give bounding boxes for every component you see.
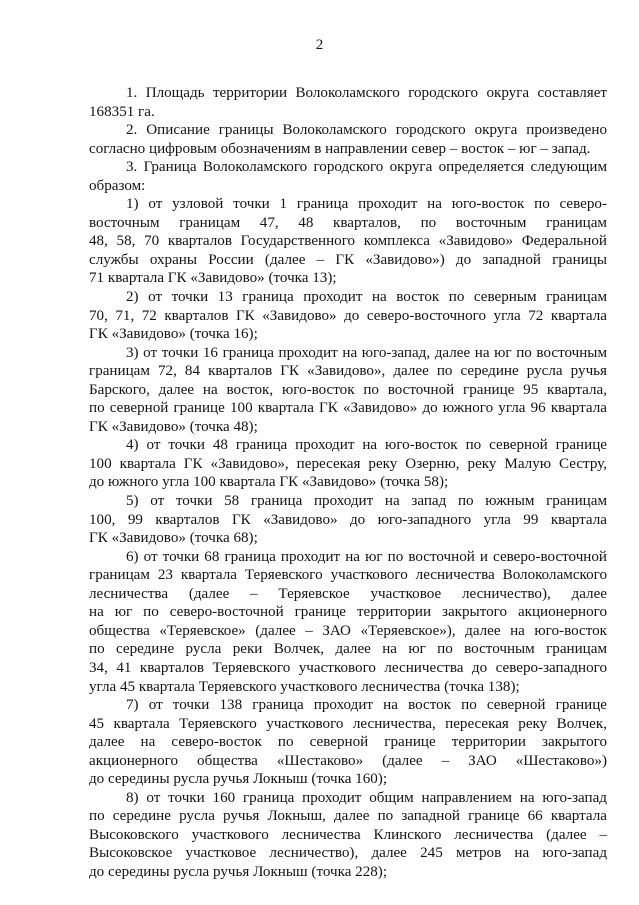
paragraph-line: далее на северо-восток по северной границе территории закрытого — [89, 734, 607, 751]
paragraph — [89, 492, 607, 548]
paragraph-line: по северной границе 100 квартала ГК «Завидово» до южного угла 96 квартала — [89, 400, 607, 417]
paragraph-line: до южного угла 100 квартала ГК «Завидово» (точка 58); — [89, 474, 449, 491]
paragraph-line: согласно цифровым обозначениям в направлении север – восток – юг – запад. — [89, 140, 591, 157]
paragraph-line: до середины русла ручья Локныш (точка 160); — [89, 771, 388, 788]
paragraph — [89, 789, 607, 882]
paragraph-line: ГК «Завидово» (точка 68); — [89, 530, 258, 547]
paragraph-line: границам 72, 84 кварталов ГК «Завидово», далее по середине русла ручья — [89, 363, 607, 380]
paragraph-line: общества «Теряевское» (далее – ЗАО «Теряевское»), далее на юго-восток — [89, 622, 607, 639]
paragraph-line: службы охраны России (далее – ГК «Завидово») до западной границы — [89, 251, 607, 268]
paragraph-line: по середине русла реки Волчек, далее на юг по восточным границам — [89, 641, 607, 658]
paragraph — [89, 696, 607, 789]
paragraph-line: Высоковского участкового лесничества Клинского лесничества (далее – — [89, 826, 607, 843]
paragraph — [89, 84, 607, 121]
paragraph — [89, 548, 607, 696]
paragraph — [89, 121, 607, 158]
paragraph-line: границам 23 квартала Теряевского участкового лесничества Волоколамского — [89, 567, 607, 584]
paragraph-line: 5) от точки 58 граница проходит на запад по южным границам — [126, 493, 607, 510]
paragraph — [89, 344, 607, 437]
paragraph-line: 3. Граница Волоколамского городского округа определяется следующим — [126, 159, 607, 176]
paragraph-line: 6) от точки 68 граница проходит на юг по восточной и северо-восточной — [126, 548, 607, 565]
paragraph-line: 3) от точки 16 граница проходит на юго-запад, далее на юг по восточным — [126, 344, 607, 361]
paragraph-line: образом: — [89, 177, 146, 194]
paragraph-line: 71 квартала ГК «Завидово» (точка 13); — [89, 270, 337, 287]
paragraph-line: 45 квартала Теряевского участкового лесничества, пересекая реку Волчек, — [89, 715, 607, 732]
paragraph-line: Высоковское участковое лесничество), далее 245 метров на юго-запад — [89, 845, 607, 862]
paragraph-line: угла 45 квартала Теряевского участкового лесничества (точка 138); — [89, 678, 520, 695]
paragraph-line: лесничества (далее – Теряевское участковое лесничество), далее — [89, 585, 607, 602]
paragraph — [89, 158, 607, 195]
paragraph-line: 1. Площадь территории Волоколамского городского округа составляет — [126, 85, 607, 101]
paragraph-line: ГК «Завидово» (точка 16); — [89, 326, 258, 343]
paragraph-line: 2) от точки 13 граница проходит на восток по северным границам — [126, 289, 607, 306]
paragraph-line: на юг по северо-восточной границе территории закрытого акционерного — [89, 604, 607, 621]
paragraph-line: 2. Описание границы Волоколамского городского округа произведено — [126, 122, 607, 139]
document-body — [89, 84, 607, 882]
page-number: 2 — [315, 37, 324, 53]
paragraph — [89, 288, 607, 344]
paragraph-line: до середины русла ручья Локныш (точка 228); — [89, 863, 388, 880]
paragraph-line: 8) от точки 160 граница проходит общим направлением на юго-запад — [126, 789, 607, 806]
paragraph-line: восточным границам 47, 48 кварталов, по восточным границам — [89, 214, 607, 231]
paragraph-line: Барского, далее на восток, юго-восток по восточной границе 95 квартала, — [89, 381, 607, 398]
paragraph-line: ГК «Завидово» (точка 48); — [89, 418, 258, 435]
paragraph-line: 4) от точки 48 граница проходит на юго-восток по северной границе — [126, 437, 607, 454]
paragraph-line: по середине русла ручья Локныш, далее по западной границе 66 квартала — [89, 808, 607, 825]
paragraph-line: 1) от узловой точки 1 граница проходит на юго-восток по северо- — [126, 196, 607, 213]
paragraph-line: 70, 71, 72 кварталов ГК «Завидово» до северо-восточного угла 72 квартала — [89, 307, 607, 324]
paragraph-line: акционерного общества «Шестаково» (далее – ЗАО «Шестаково») — [89, 752, 607, 769]
paragraph — [89, 195, 607, 288]
paragraph-line: 48, 58, 70 кварталов Государственного комплекса «Завидово» Федеральной — [89, 233, 607, 250]
paragraph-line: 168351 га. — [89, 103, 155, 120]
paragraph-line: 7) от точки 138 граница проходит на восток по северной границе — [126, 697, 607, 714]
paragraph-line: 34, 41 кварталов Теряевского участкового лесничества до северо-западного — [89, 659, 607, 676]
paragraph-line: 100 квартала ГК «Завидово», пересекая реку Озерню, реку Малую Сестру, — [89, 455, 607, 472]
paragraph-line: 100, 99 кварталов ГК «Завидово» до юго-западного угла 99 квартала — [89, 511, 607, 528]
paragraph — [89, 436, 607, 492]
